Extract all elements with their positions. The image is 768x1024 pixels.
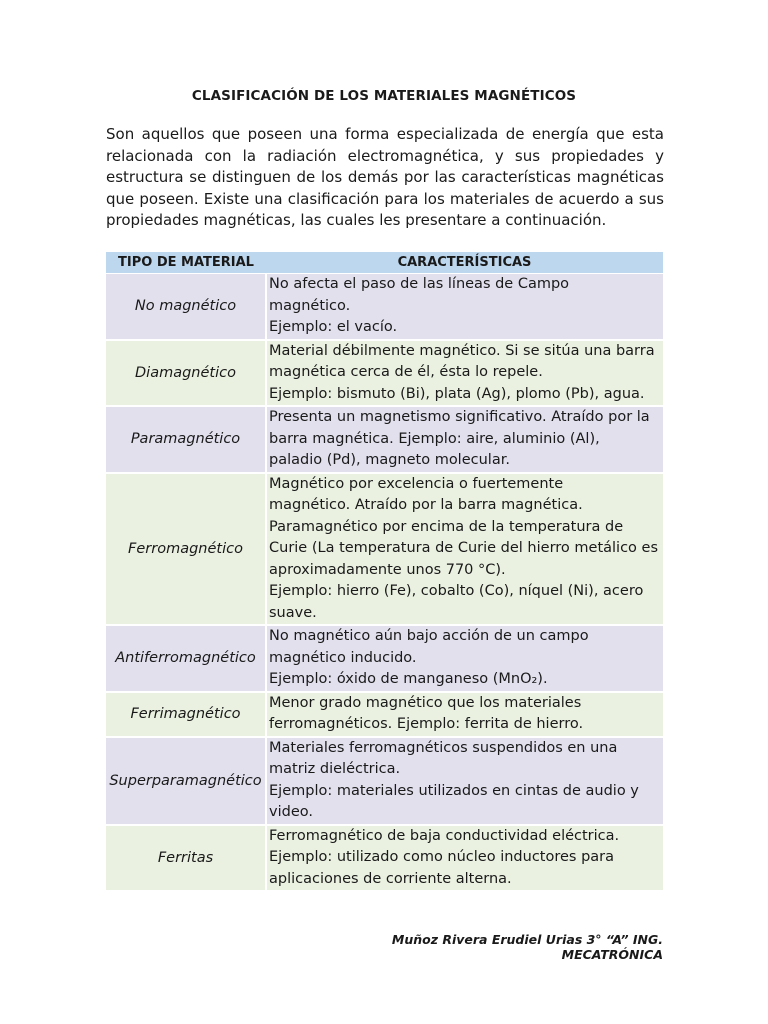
characteristics-line: ferromagnéticos. Ejemplo: ferrita de hierro. <box>269 716 584 732</box>
characteristics-line: Menor grado magnético que los materiales <box>269 694 582 711</box>
characteristics-line: aplicaciones de corriente alterna. <box>269 870 512 887</box>
table-row <box>106 737 663 825</box>
table-body <box>106 274 663 892</box>
characteristics-line: video. <box>269 804 313 820</box>
characteristics-line: Ejemplo: materiales utilizados en cintas de audio y <box>269 782 639 799</box>
table-row <box>106 406 663 473</box>
characteristics-cell <box>266 737 663 825</box>
table-row <box>106 625 663 692</box>
characteristics-line: Material débilmente magnético. Si se sitúa una barra <box>269 342 655 359</box>
material-type-cell: No magnético <box>106 274 266 340</box>
characteristics-line: Magnético por excelencia o fuertemente <box>269 475 564 492</box>
characteristics-line: Ejemplo: utilizado como núcleo inductores para <box>269 849 615 865</box>
characteristics-line: barra magnética. Ejemplo: aire, aluminio (Al), <box>269 430 600 447</box>
characteristics-line: Curie (La temperatura de Curie del hierro metálico es <box>269 540 659 556</box>
materials-table <box>106 252 663 892</box>
author-footer: Muñoz Rivera Erudiel Urias 3° “A” ING. MECATRÓNICA <box>391 932 663 962</box>
page-title: CLASIFICACIÓN DE LOS MATERIALES MAGNÉTICOS <box>191 88 577 104</box>
characteristics-line: magnético. <box>269 297 351 314</box>
characteristics-line: Ejemplo: el vacío. <box>269 319 398 335</box>
characteristics-line: paladio (Pd), magneto molecular. <box>269 452 510 468</box>
table-row <box>106 473 663 626</box>
characteristics-line: No afecta el paso de las líneas de Campo <box>269 276 570 292</box>
characteristics-cell <box>266 625 663 692</box>
characteristics-cell <box>266 473 663 626</box>
characteristics-line: No magnético aún bajo acción de un campo <box>269 628 589 644</box>
characteristics-cell <box>266 340 663 407</box>
table-row <box>106 274 663 340</box>
intro-paragraph: Son aquellos que poseen una forma especializada de energía que esta relacionada con la radiación electromagnética, y sus propiedades y estructura se distinguen de los demás por las características magnéticas que poseen. Existe una clasificación para los materiales de acuerdo a sus propiedades magnéticas, las cuales les presentare a continuación. <box>106 125 664 229</box>
material-type-cell: Ferrimagnético <box>106 692 266 737</box>
characteristics-line: aproximadamente unos 770 °C). <box>269 561 506 578</box>
material-type-cell: Antiferromagnético <box>106 625 266 692</box>
characteristics-line: Ejemplo: óxido de manganeso (MnO₂). <box>269 671 548 687</box>
characteristics-cell <box>266 406 663 473</box>
characteristics-cell <box>266 274 663 340</box>
characteristics-line: Ferromagnético de baja conductividad eléctrica. <box>269 827 620 844</box>
material-type-cell: Ferritas <box>106 825 266 892</box>
table-row <box>106 340 663 407</box>
characteristics-cell <box>266 692 663 737</box>
material-type-cell: Diamagnético <box>106 340 266 407</box>
characteristics-line: Paramagnético por encima de la temperatura de <box>269 518 624 535</box>
header-material-type: TIPO DE MATERIAL <box>106 252 266 274</box>
characteristics-cell <box>266 825 663 892</box>
material-type-cell: Superparamagnético <box>106 737 266 825</box>
characteristics-line: Ejemplo: hierro (Fe), cobalto (Co), níquel (Ni), acero <box>269 583 644 599</box>
characteristics-line: magnético inducido. <box>269 649 417 666</box>
characteristics-line: magnético. Atraído por la barra magnética. <box>269 497 583 513</box>
characteristics-line: Presenta un magnetismo significativo. Atraído por la <box>269 409 650 425</box>
characteristics-line: matriz dieléctrica. <box>269 761 401 777</box>
characteristics-line: Ejemplo: bismuto (Bi), plata (Ag), plomo (Pb), agua. <box>269 385 645 402</box>
table-header-row <box>106 252 663 274</box>
header-characteristics: CARACTERÍSTICAS <box>266 252 663 274</box>
table-row <box>106 825 663 892</box>
characteristics-line: Materiales ferromagnéticos suspendidos en una <box>269 739 618 756</box>
table-row <box>106 692 663 737</box>
material-type-cell: Paramagnético <box>106 406 266 473</box>
characteristics-line: magnética cerca de él, ésta lo repele. <box>269 364 543 380</box>
material-type-cell: Ferromagnético <box>106 473 266 626</box>
characteristics-line: suave. <box>269 604 317 621</box>
